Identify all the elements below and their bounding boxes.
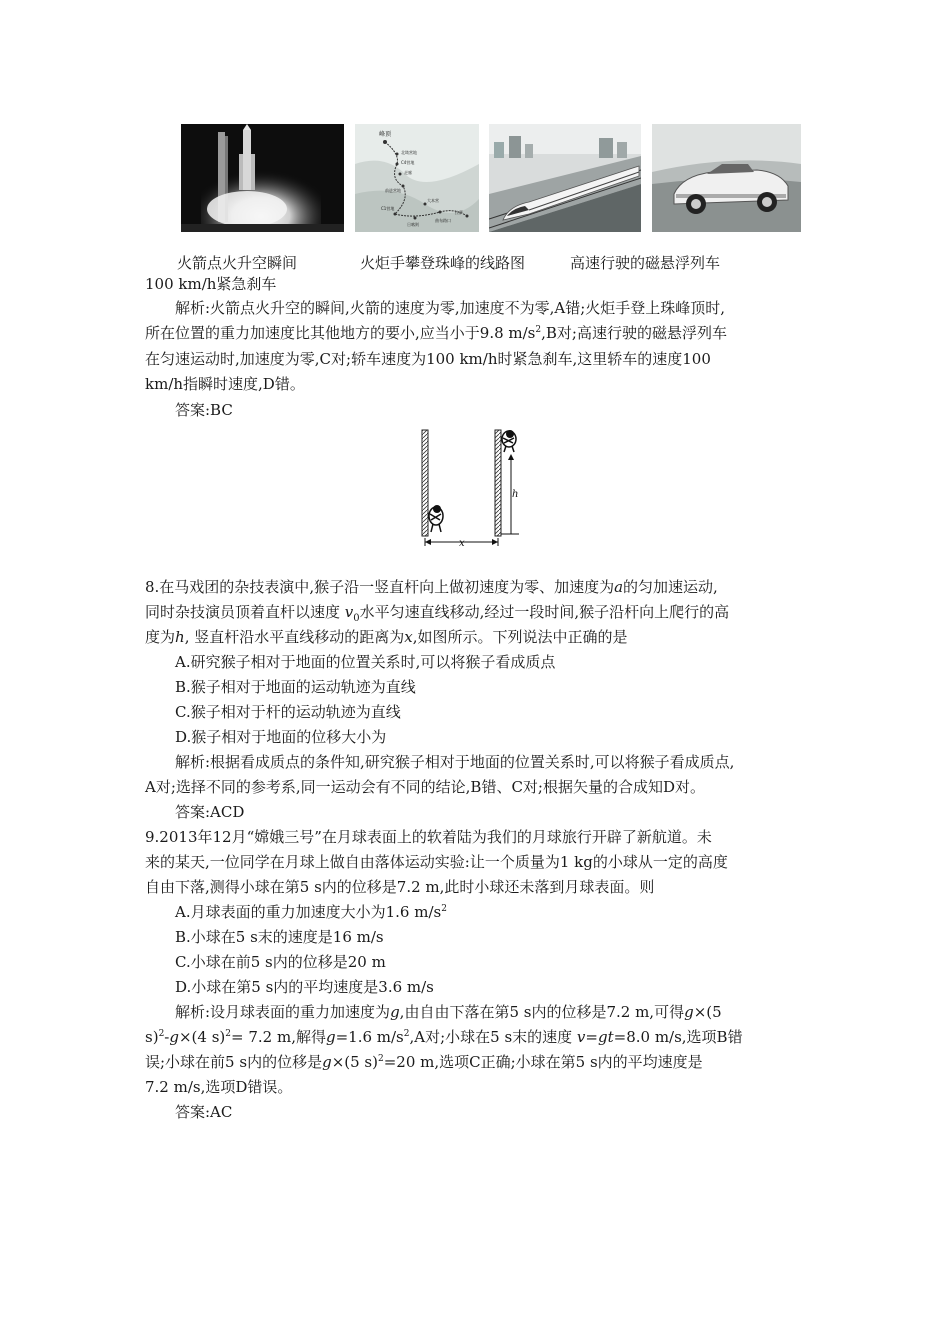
q8-stem-line: 度为h, 竖直杆沿水平直线移动的距离为x,如图所示。下列说法中正确的是: [145, 628, 628, 646]
q9-stem-line: 自由下落,测得小球在第5 s内的位移是7.2 m,此时小球还未落到月球表面。则: [145, 878, 655, 896]
q8-stem-line: 8.在马戏团的杂技表演中,猴子沿一竖直杆向上做初速度为零、加速度为a的匀加速运动,: [145, 578, 718, 596]
q9-option-b: B.小球在5 s末的速度是16 m/s: [175, 928, 384, 946]
map-label: 峰顶: [379, 131, 392, 138]
q9-analysis-line: s)$^2$-g×(4 s)$^2$= 7.2 m,解得g=1.6 $m/s^2,A$对;小球在5 s末的速度 v=gt=8.0 m/s,选项B错: [145, 1028, 743, 1046]
q9-stem-line: 9.2013年12月“嫦娥三号”在月球表面上的软着陆为我们的月球旅行开辟了新航道。未: [145, 828, 712, 846]
maglev-train-photo: [489, 124, 641, 232]
q7-analysis-line: km/h指瞬时速度,D错。: [145, 375, 305, 393]
map-label: 走廊: [404, 170, 412, 175]
q7-analysis-line: 所在位置的重力加速度比其他地方的要小,应当小于9.8 $m/s^2,B$对;高速行驶的磁悬浮列车: [145, 324, 727, 342]
q8-option-b: B.猴子相对于地面的运动轨迹为直线: [175, 678, 416, 696]
map-label: 日喀则: [407, 222, 419, 227]
q9-analysis-line: 误;小球在前5 s内的位移是g×(5 s)$^2$=20 m,选项C正确;小球在第5 s内的平均速度是: [145, 1053, 703, 1071]
map-label: C4营地: [401, 160, 415, 165]
monkey-top: [502, 430, 516, 452]
q8-analysis-line: A对;选择不同的参考系,同一运动会有不同的结论,B错、C对;根据矢量的合成知D对。: [145, 778, 706, 796]
q8-option-a: A.研究猴子相对于地面的位置关系时,可以将猴子看成质点: [175, 653, 556, 671]
map-label: 大本营: [427, 198, 439, 203]
q9-option-c: C.小球在前5 s内的位移是20 m: [175, 953, 386, 971]
q9-option-a: A.月球表面的重力加速度大小为1.6 $m/s^2$: [175, 903, 447, 921]
map-label: 北坳营地: [401, 150, 417, 155]
car-braking-photo: [652, 124, 801, 232]
q9-answer: 答案:AC: [175, 1103, 233, 1121]
q9-stem-line: 来的某天,一位同学在月球上做自由落体运动实验:让一个质量为1 kg的小球从一定的高度: [145, 853, 728, 871]
map-label: 前进营地: [385, 188, 401, 193]
q7-analysis-line: 解析:火箭点火升空的瞬间,火箭的速度为零,加速度不为零,A错;火炬手登上珠峰顶时,: [175, 299, 726, 317]
q8-analysis-line: 解析:根据看成质点的条件知,研究猴子相对于地面的位置关系时,可以将猴子看成质点,: [175, 753, 735, 771]
h-label: h: [512, 489, 519, 500]
monkey-pole-figure: [415, 426, 535, 550]
q8-answer: 答案:ACD: [175, 803, 245, 821]
q9-analysis-line: 7.2 m/s,选项D错误。: [145, 1078, 293, 1096]
q8-option-c: C.猴子相对于杆的运动轨迹为直线: [175, 703, 401, 721]
q9-option-d: D.小球在第5 s内的平均速度是3.6 m/s: [175, 978, 434, 996]
torch-route-map: [355, 124, 479, 232]
caption-maglev: 高速行驶的磁悬浮列车: [570, 254, 721, 272]
map-label: 曲布路口: [435, 218, 451, 223]
q8-stem-line: 同时杂技演员顶着直杆以速度 $v_0$水平匀速直线移动,经过一段时间,猴子沿杆向上爬行的高: [145, 603, 730, 624]
q9-analysis-line: 解析:设月球表面的重力加速度为g,由自由下落在第5 s内的位移是7.2 m,可得g×(5: [175, 1003, 722, 1021]
q7-answer: 答案:BC: [175, 401, 233, 419]
q7-analysis-line: 在匀速运动时,加速度为零,C对;轿车速度为100 km/h时紧急刹车,这里轿车的速度100: [145, 350, 711, 368]
map-label: 拉萨: [455, 210, 463, 215]
caption-rocket: 火箭点火升空瞬间: [177, 254, 298, 272]
x-label: x: [459, 538, 465, 549]
monkey-bottom: [429, 505, 443, 532]
map-label: C1营地: [381, 206, 395, 211]
caption-car: 100 km/h紧急刹车: [145, 275, 277, 293]
rocket-launch-photo: [181, 124, 344, 232]
q8-option-d: D.猴子相对于地面的位移大小为: [175, 728, 387, 746]
caption-torch: 火炬手攀登珠峰的线路图: [360, 254, 526, 272]
